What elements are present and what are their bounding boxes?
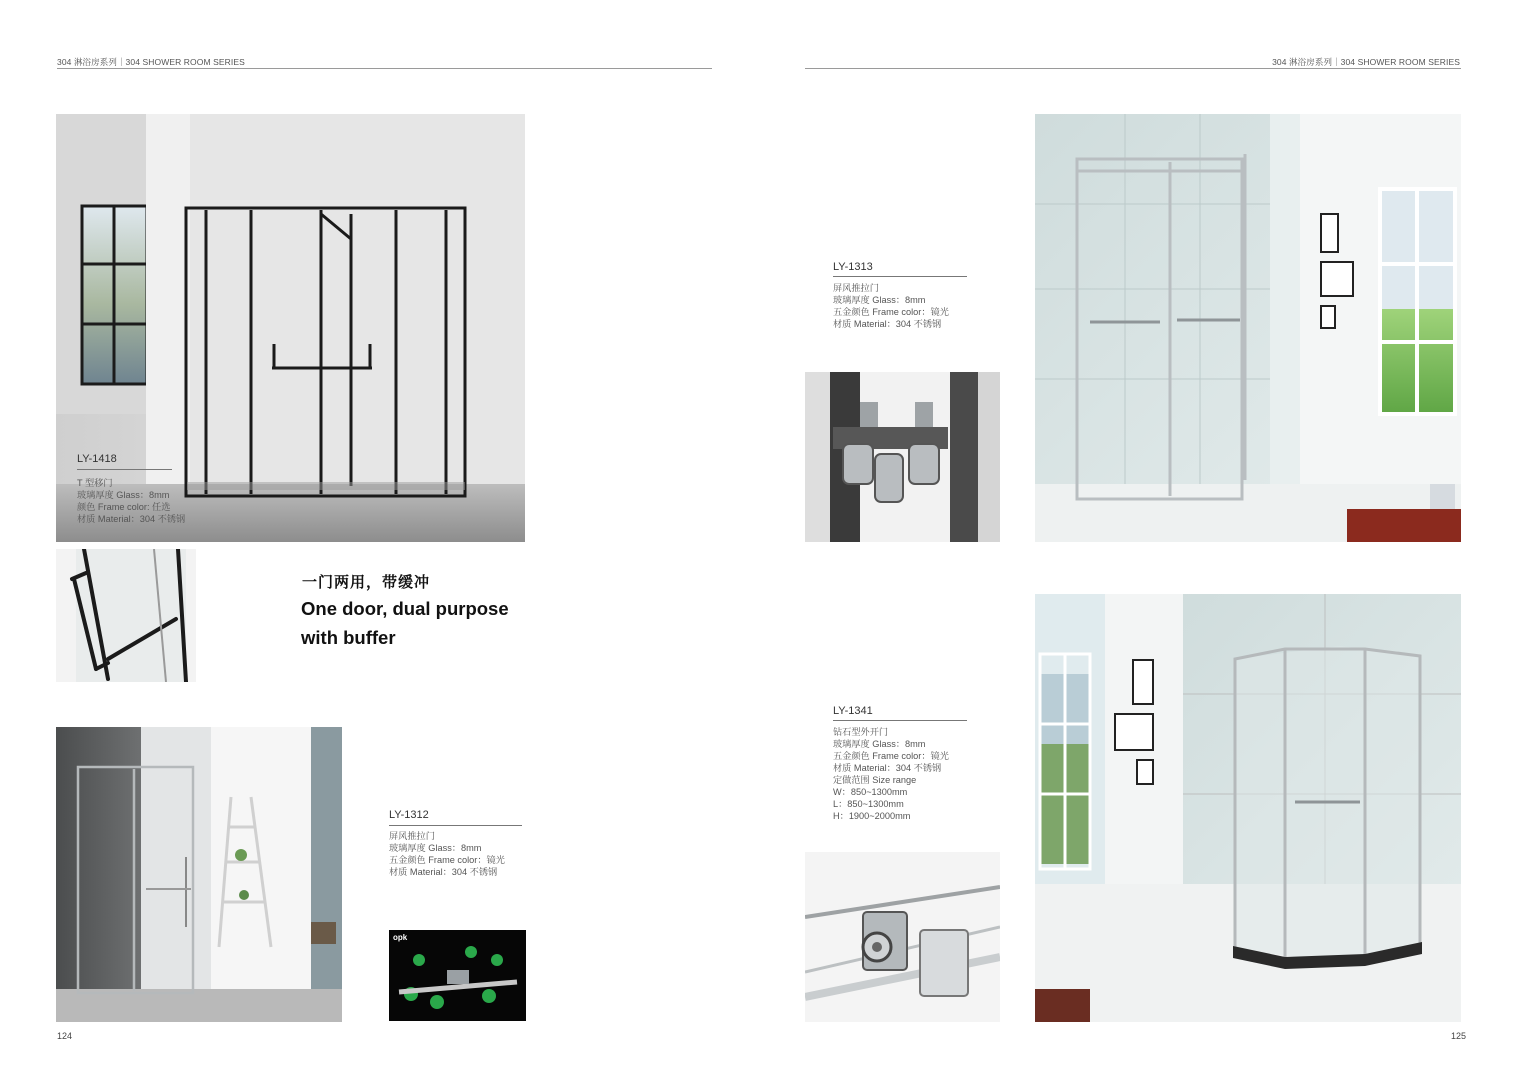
spec-line: 材质 Material：304 不锈钢 xyxy=(77,514,186,524)
spec-list-1341 xyxy=(833,726,949,822)
spec-list-1418 xyxy=(77,477,185,525)
spec-line: 五金颜色 Frame color：镜光 xyxy=(833,307,949,317)
spec-line: 颜色 Frame color: 任选 xyxy=(77,502,171,512)
opk-logo-text: opk xyxy=(393,933,408,942)
spec-list-1312 xyxy=(389,830,505,878)
shower-photo-ly-1341 xyxy=(1035,594,1461,1022)
shower-photo-ly-1312 xyxy=(56,727,342,1022)
spec-line: 屏风推拉门 xyxy=(389,831,435,841)
left-header-rule xyxy=(57,68,712,69)
spec-line: L：850~1300mm xyxy=(833,799,904,809)
roller-detail-photo-2 xyxy=(805,852,1000,1022)
model-ly-1312: LY-1312 xyxy=(389,809,429,821)
model-rule-1418 xyxy=(77,469,172,470)
spec-line: 材质 Material：304 不锈钢 xyxy=(833,763,942,773)
left-page-number: 124 xyxy=(57,1031,73,1041)
spec-line: 屏风推拉门 xyxy=(833,283,879,293)
opk-hardware-image xyxy=(389,930,526,1021)
spec-line: 玻璃厚度 Glass：8mm xyxy=(77,490,170,500)
slogan-english-line-1: One door, dual purpose xyxy=(301,598,509,619)
handle-detail-photo xyxy=(56,549,196,682)
model-rule-1312 xyxy=(389,825,522,826)
spec-line: 材质 Material：304 不锈钢 xyxy=(389,867,498,877)
spec-line: 玻璃厚度 Glass：8mm xyxy=(833,739,926,749)
spec-line: W：850~1300mm xyxy=(833,787,908,797)
shower-photo-ly-1313 xyxy=(1035,114,1461,542)
model-ly-1418: LY-1418 xyxy=(77,453,117,465)
spec-line: 玻璃厚度 Glass：8mm xyxy=(833,295,926,305)
model-ly-1341: LY-1341 xyxy=(833,705,873,717)
model-rule-1313 xyxy=(833,276,967,277)
left-page-header: 304 淋浴房系列｜304 SHOWER ROOM SERIES xyxy=(57,57,245,67)
model-rule-1341 xyxy=(833,720,967,721)
spec-line: 五金颜色 Frame color：镜光 xyxy=(389,855,505,865)
model-ly-1313: LY-1313 xyxy=(833,261,873,273)
right-header-rule xyxy=(805,68,1461,69)
spec-line: 材质 Material：304 不锈钢 xyxy=(833,319,942,329)
spec-line: 钻石型外开门 xyxy=(833,727,889,737)
roller-detail-photo-1 xyxy=(805,372,1000,542)
slogan-chinese: 一门两用，带缓冲 xyxy=(302,574,431,591)
spec-line: 五金颜色 Frame color：镜光 xyxy=(833,751,949,761)
right-page-number: 125 xyxy=(1451,1031,1467,1041)
spec-line: 定做范围 Size range xyxy=(833,775,917,785)
slogan-english-line-2: with buffer xyxy=(301,627,396,648)
spec-line: H：1900~2000mm xyxy=(833,811,911,821)
spec-line: T 型移门 xyxy=(77,478,113,488)
spec-line: 玻璃厚度 Glass：8mm xyxy=(389,843,482,853)
right-page-header: 304 淋浴房系列｜304 SHOWER ROOM SERIES xyxy=(1272,57,1460,67)
spec-list-1313 xyxy=(833,282,949,330)
